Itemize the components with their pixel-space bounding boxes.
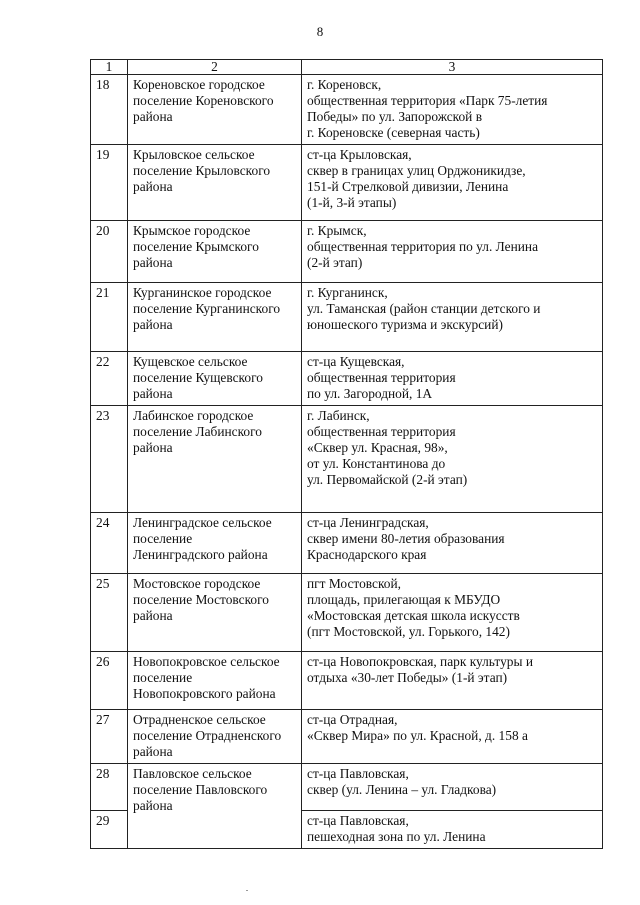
- cell-line: ул. Первомайской (2-й этап): [307, 472, 468, 487]
- cell-line: поселение Кущевского: [133, 370, 263, 385]
- cell-line: Лабинское городское: [133, 408, 254, 423]
- cell-line: «Сквер ул. Красная, 98»,: [307, 440, 448, 455]
- cell-line: г. Курганинск,: [307, 285, 388, 300]
- cell-line: района: [133, 179, 173, 194]
- table-row: [91, 406, 603, 513]
- object-cell: [302, 406, 603, 513]
- municipality-cell: [128, 652, 302, 710]
- cell-line: отдыха «30-лет Победы» (1-й этап): [307, 670, 508, 685]
- municipality-cell: [128, 406, 302, 513]
- table-row: [91, 75, 603, 145]
- table-row: [91, 283, 603, 352]
- object-cell: [302, 574, 603, 652]
- cell-line: района: [133, 440, 173, 455]
- cell-line: поселение Мостовского: [133, 592, 269, 607]
- cell-line: «Сквер Мира» по ул. Красной, д. 158 а: [307, 728, 528, 743]
- cell-line: юношеского туризма и экскурсий): [307, 317, 503, 332]
- row-number: 20: [91, 221, 128, 283]
- cell-line: Новопокровского района: [133, 686, 276, 701]
- cell-line: поселение Кореновского: [133, 93, 274, 108]
- cell-line: района: [133, 798, 173, 813]
- table-row: [91, 652, 603, 710]
- cell-line: г. Кореновске (северная часть): [307, 125, 480, 140]
- cell-line: ст-ца Кущевская,: [307, 354, 405, 369]
- object-cell: [302, 513, 603, 574]
- cell-line: Крымское городское: [133, 223, 251, 238]
- cell-line: г. Кореновск,: [307, 77, 382, 92]
- cell-line: поселение: [133, 670, 193, 685]
- cell-line: «Мостовская детская школа искусств: [307, 608, 520, 623]
- cell-line: поселение Павловского: [133, 782, 268, 797]
- table-row: [91, 574, 603, 652]
- cell-line: по ул. Загородной, 1А: [307, 386, 433, 401]
- municipality-cell: [128, 574, 302, 652]
- table-row: [91, 513, 603, 574]
- object-cell: [302, 652, 603, 710]
- cell-line: ул. Таманская (район станции детского и: [307, 301, 541, 316]
- table-row: [91, 710, 603, 764]
- cell-line: площадь, прилегающая к МБУДО: [307, 592, 501, 607]
- cell-line: района: [133, 386, 173, 401]
- cell-line: Ленинградского района: [133, 547, 268, 562]
- row-number: 28: [91, 764, 128, 811]
- cell-line: поселение: [133, 531, 193, 546]
- cell-line: Павловское сельское: [133, 766, 252, 781]
- cell-line: поселение Лабинского: [133, 424, 262, 439]
- row-number: 27: [91, 710, 128, 764]
- table-row: [91, 764, 603, 811]
- cell-line: пгт Мостовской,: [307, 576, 401, 591]
- row-number: 21: [91, 283, 128, 352]
- object-cell: [302, 221, 603, 283]
- column-header-number: 1: [91, 60, 128, 75]
- cell-line: общественная территория: [307, 370, 456, 385]
- scan-mark: [246, 890, 248, 891]
- cell-line: ст-ца Павловская,: [307, 813, 409, 828]
- cell-line: Победы» по ул. Запорожской в: [307, 109, 483, 124]
- table-row: [91, 145, 603, 221]
- cell-line: общественная территория по ул. Ленина: [307, 239, 539, 254]
- page-number: 8: [316, 24, 324, 39]
- cell-line: пешеходная зона по ул. Ленина: [307, 829, 486, 844]
- cell-line: Кореновское городское: [133, 77, 265, 92]
- cell-line: сквер (ул. Ленина – ул. Гладкова): [307, 782, 497, 797]
- object-cell: [302, 710, 603, 764]
- row-number: 26: [91, 652, 128, 710]
- cell-line: ст-ца Ленинградская,: [307, 515, 429, 530]
- cell-line: (2-й этап): [307, 255, 363, 270]
- cell-line: Новопокровское сельское: [133, 654, 280, 669]
- cell-line: Курганинское городское: [133, 285, 272, 300]
- row-number: 23: [91, 406, 128, 513]
- cell-line: ст-ца Павловская,: [307, 766, 409, 781]
- cell-line: района: [133, 744, 173, 759]
- row-number: 24: [91, 513, 128, 574]
- cell-line: Краснодарского края: [307, 547, 427, 562]
- municipality-cell: [128, 710, 302, 764]
- cell-line: г. Крымск,: [307, 223, 367, 238]
- object-cell: [302, 145, 603, 221]
- cell-line: поселение Отрадненского: [133, 728, 282, 743]
- municipality-cell: [128, 352, 302, 406]
- cell-line: г. Лабинск,: [307, 408, 370, 423]
- cell-line: 151-й Стрелковой дивизии, Ленина: [307, 179, 509, 194]
- cell-line: Отрадненское сельское: [133, 712, 266, 727]
- header-row: [91, 60, 603, 75]
- cell-line: (пгт Мостовской, ул. Горького, 142): [307, 624, 510, 639]
- cell-line: (1-й, 3-й этапы): [307, 195, 397, 210]
- territories-table: [90, 59, 603, 849]
- cell-line: поселение Крыловского: [133, 163, 271, 178]
- object-cell: [302, 75, 603, 145]
- cell-line: Кущевское сельское: [133, 354, 248, 369]
- cell-line: ст-ца Новопокровская, парк культуры и: [307, 654, 533, 669]
- cell-line: ст-ца Крыловская,: [307, 147, 412, 162]
- municipality-cell: [128, 75, 302, 145]
- municipality-cell: [128, 145, 302, 221]
- cell-line: района: [133, 255, 173, 270]
- cell-line: общественная территория: [307, 424, 456, 439]
- cell-line: района: [133, 109, 173, 124]
- object-cell: [302, 352, 603, 406]
- column-header-municipality: 2: [128, 60, 302, 75]
- row-number: 29: [91, 811, 128, 849]
- row-number: 19: [91, 145, 128, 221]
- table-row: [91, 221, 603, 283]
- cell-line: Ленинградское сельское: [133, 515, 272, 530]
- row-number: 22: [91, 352, 128, 406]
- cell-line: сквер в границах улиц Орджоникидзе,: [307, 163, 526, 178]
- cell-line: района: [133, 317, 173, 332]
- object-cell: [302, 283, 603, 352]
- object-cell: [302, 764, 603, 811]
- cell-line: Мостовское городское: [133, 576, 261, 591]
- cell-line: от ул. Константинова до: [307, 456, 446, 471]
- municipality-cell: [128, 764, 302, 849]
- cell-line: поселение Крымского: [133, 239, 259, 254]
- cell-line: сквер имени 80-летия образования: [307, 531, 505, 546]
- column-header-object: 3: [302, 60, 603, 75]
- municipality-cell: [128, 283, 302, 352]
- cell-line: общественная территория «Парк 75-летия: [307, 93, 548, 108]
- row-number: 18: [91, 75, 128, 145]
- row-number: 25: [91, 574, 128, 652]
- cell-line: Крыловское сельское: [133, 147, 255, 162]
- cell-line: ст-ца Отрадная,: [307, 712, 398, 727]
- cell-line: поселение Курганинского: [133, 301, 281, 316]
- municipality-cell: [128, 221, 302, 283]
- cell-line: района: [133, 608, 173, 623]
- table-row: [91, 352, 603, 406]
- object-cell: [302, 811, 603, 849]
- municipality-cell: [128, 513, 302, 574]
